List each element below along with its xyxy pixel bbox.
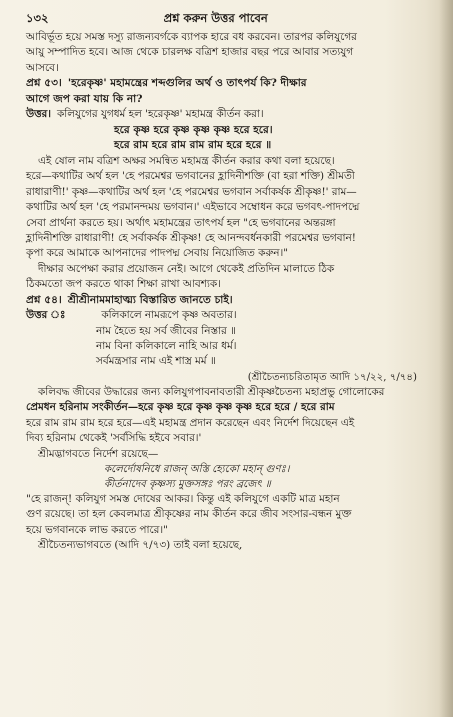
verse-line: নাম হৈতে হয় সর্ব জীবের নিস্তার ॥ (96, 324, 236, 337)
answer-label: উত্তর ঃ (26, 309, 66, 322)
question-text: আগে জপ করা যায় কি না? (26, 92, 143, 105)
question-53-cont (26, 92, 423, 108)
book-title: প্রশ্ন করুন উত্তর পাবেন (163, 11, 268, 25)
paragraph-line: শ্রীচৈতন্যভাগবতে (আদি ৭/৭৩) তাই বলা হয়েছে, (38, 539, 243, 552)
verse-line: নাম বিনা কলিকালে নাহি আর ধর্ম। (96, 340, 237, 353)
paragraph-line: হ্লাদিনীশক্তি রাধারাণী! হে সর্বাকর্ষক শ্রীকৃষ্ণ! হে আনন্দবর্ধনকারী পরমেশ্বর ভগবান! (26, 232, 356, 245)
paragraph-line: ঠিকমতো জপ করতে থাকা শিক্ষা রাখা আবশ্যক। (26, 278, 221, 291)
sloka-line: কীর্তনাদেব কৃষ্ণস্য মুক্তসঙ্গঃ পরং ব্রজেৎ ॥ (104, 478, 271, 490)
mantra-line: হরে রাম হরে রাম রাম রাম হরে হরে ॥ (114, 139, 272, 152)
citation: (শ্রীচৈতন্যচরিতামৃত আদি ১৭/২২, ৭/৭৪) (247, 371, 417, 383)
answer-label: উত্তর। (26, 108, 51, 121)
paragraph-line: গুণ রয়েছে। তা হল কেবলমাত্র শ্রীকৃষ্ণের নাম কীর্তন করে জীব সংসার-বন্ধন মুক্ত (26, 508, 352, 521)
verse-line: কলিকালে নামরূপে কৃষ্ণ অবতার। (101, 309, 237, 322)
intro-line: আবির্ভূত হয়ে সমস্ত দস্যু রাজন্যবর্গকে ব্যাপক হারে বধ করবেন। তারপর কলিযুগের (26, 31, 357, 43)
paragraph-line: দিব্য হরিনাম থেকেই 'সর্বসিদ্ধি হইবে সবার।' (26, 432, 202, 445)
paragraph-line: কলিবদ্ধ জীবের উদ্ধারের জন্য কলিযুগপাবনাবতারী শ্রীকৃষ্ণচৈতন্য মহাপ্রভু গোলোকের (38, 385, 385, 398)
paragraph-line: সেবা প্রার্থনা করতে হয়। অর্থাৎ মহামন্ত্রের তাৎপর্য হল "হে ভগবানের অন্তরঙ্গা (26, 216, 336, 229)
paragraph-line: প্রেমধন হরিনাম সংকীর্তন—হরে কৃষ্ণ হরে কৃষ্ণ কৃষ্ণ কৃষ্ণ হরে হরে / হরে রাম (26, 401, 335, 414)
paragraph-line: কৃপা করে আমাকে আপনাদের পাদপদ্ম সেবায় নিয়োজিত করুন।" (26, 247, 289, 260)
answer-text: কলিযুগের যুগধর্ম হল 'হরেকৃষ্ণ' মহামন্ত্র কীর্তন করা। (56, 108, 264, 121)
paragraph-line: হরে রাম রাম রাম হরে হরে—এই মহামন্ত্র প্রদান করেছেন এবং নির্দেশ দিয়েছেন এই (26, 416, 355, 429)
mantra-line: হরে কৃষ্ণ হরে কৃষ্ণ কৃষ্ণ কৃষ্ণ হরে হরে। (114, 123, 273, 136)
answer-54 (26, 308, 423, 323)
page-number: ১৩২ (26, 11, 49, 25)
question-label: প্রশ্ন ৫৪। (26, 293, 62, 306)
intro-line: আসবে। (26, 61, 59, 74)
question-54 (26, 293, 423, 309)
running-header (26, 10, 423, 26)
paragraph-line: রাধারাণী!' কৃষ্ণ—কথাটির অর্থ হল 'হে পরমেশ্বর ভগবান সর্বাকর্ষক শ্রীকৃষ্ণ!' রাম— (26, 185, 357, 198)
paragraph-line: "হে রাজন্! কলিযুগ সমস্ত দোষের আকর। কিন্তু এই কলিযুগে একটি মাত্র মহান (26, 492, 340, 505)
binding-shadow (439, 0, 453, 717)
paragraph-line: এই ষোল নাম বত্রিশ অক্ষর সমন্বিত মহামন্ত্র কীর্তন করার কথা বলা হয়েছে। (38, 155, 335, 167)
paragraph-line: কথাটির অর্থ হল 'হে পরমানন্দময় ভগবান।' এইভাবে সম্বোধন করে ভগবৎ-পাদপদ্মে (26, 201, 360, 214)
question-53 (26, 76, 423, 92)
intro-line: আয়ু সম্পাদিত হবে। আজ থেকে চারলক্ষ বত্রিশ হাজার বছর পরে আবার সত্যযুগ (26, 46, 354, 59)
paragraph-line: দীক্ষার অপেক্ষা করার প্রয়োজন নেই। আগে থেকেই প্রতিদিন মালাতে ঠিক (38, 262, 335, 275)
question-label: প্রশ্ন ৫৩। (26, 77, 62, 90)
verse-line: সর্বমন্ত্রসার নাম এই শাস্ত্র মর্ম ॥ (96, 355, 216, 368)
paragraph-line: শ্রীমদ্ভাগবতে নির্দেশ রয়েছে— (38, 447, 159, 460)
paragraph-line: হয়ে ভগবানকে লাভ করতে পারে।" (26, 523, 168, 536)
question-text: শ্রীশ্রীনামমাহাত্ম্য বিস্তারিত জানতে চাই। (67, 293, 233, 306)
question-text: 'হরেকৃষ্ণ' মহামন্ত্রের শব্দগুলির অর্থ ও তাৎপর্য কি? দীক্ষার (67, 77, 307, 90)
paragraph-line: হরে—কথাটির অর্থ হল 'হে পরমেশ্বর ভগবানের হ্লাদিনীশক্তি (বা হরা শক্তি) শ্রীমতী (26, 170, 355, 183)
answer-53 (26, 107, 423, 122)
sloka-line: কলের্দোষনিধে রাজন্ অস্তি হ্যেকো মহান্ গুণঃ। (104, 463, 290, 475)
